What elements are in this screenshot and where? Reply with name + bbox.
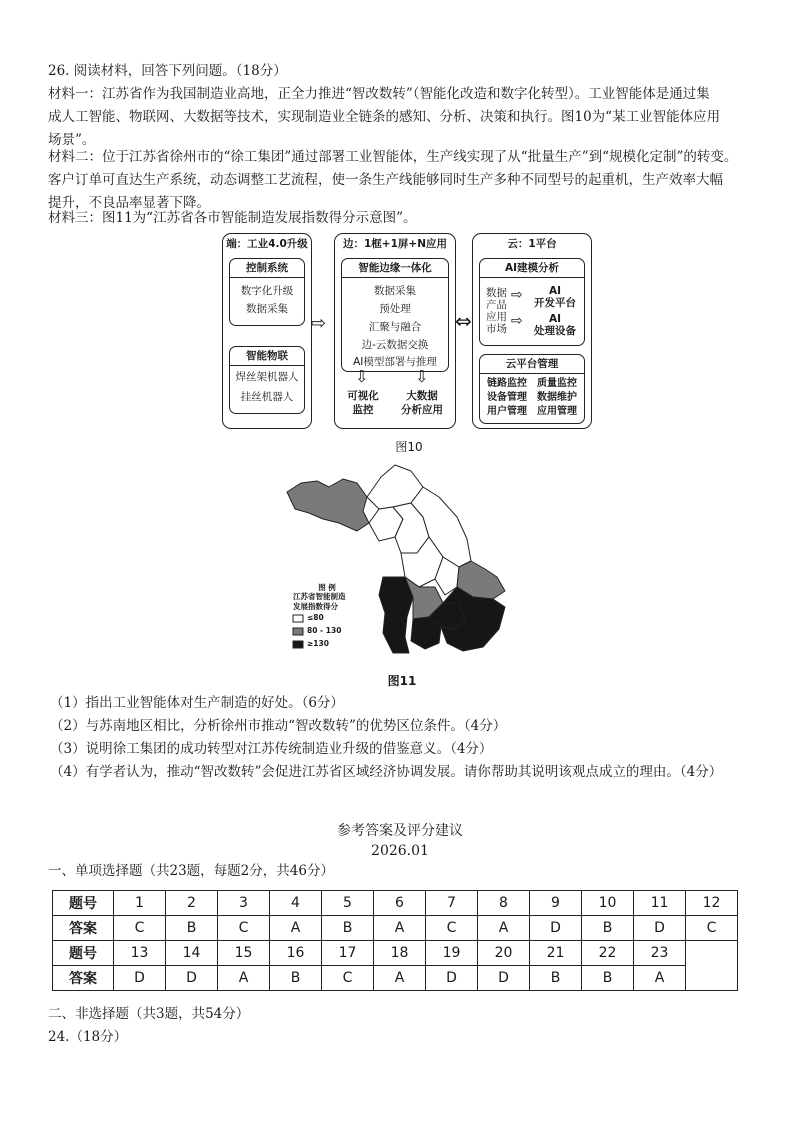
answers-title: 参考答案及评分建议 [337, 823, 463, 839]
table-row: 题号 13 14 15 16 17 18 19 20 21 22 23 [53, 941, 738, 966]
end-column [222, 233, 312, 429]
legend-label-high: ≥130 [307, 639, 329, 648]
table-row: 答案 C B C A B A C A D B D C [53, 916, 738, 941]
section-2: 二、非选择题（共3题，共54分） 24.（18分） [48, 1003, 760, 1049]
cloud-column [472, 233, 592, 429]
region-xuzhou [287, 479, 369, 531]
region-nanjing [379, 577, 413, 653]
figure-10-diagram [222, 233, 592, 433]
down-arrow-icon: ⇩ [355, 367, 369, 386]
subquestion-4: （4）有学者认为，推动“智改数转”会促进江苏省区域经济协调发展。请你帮助其说明该观点成立的理由。（4分） [50, 764, 723, 780]
question-26-title: 26. 阅读材料，回答下列问题。（18分） [48, 63, 287, 79]
jiangsu-map [283, 457, 523, 669]
arrow-icon: ⇨ [511, 287, 523, 303]
double-arrow-icon: ⇔ [455, 309, 472, 333]
figure-11-map: 图 例 江苏省智能制造 发展指数得分 ≤80 80 - 130 ≥130 [283, 457, 523, 669]
answer-table [52, 890, 738, 991]
subquestions [50, 692, 762, 784]
down-arrow-icon: ⇩ [415, 367, 429, 386]
legend-label-mid: 80 - 130 [307, 626, 342, 635]
answers-date: 2026.01 [371, 843, 429, 859]
map-legend [293, 615, 303, 648]
subquestion-3: （3）说明徐工集团的成功转型对江苏传统制造业升级的借鉴意义。（4分） [50, 741, 493, 757]
end-title: 端：工业4.0升级 [226, 238, 308, 250]
arrow-icon: ⇨ [511, 313, 523, 329]
figure-10-caption: 图10 [395, 440, 423, 454]
figure-11-caption: 图11 [387, 674, 417, 688]
subquestion-2: （2）与苏南地区相比，分析徐州市推动“智改数转”的优势区位条件。（4分） [50, 718, 507, 734]
question-24: 24.（18分） [48, 1029, 128, 1045]
arrow-end-to-edge-icon: ⇨ [311, 313, 327, 334]
section-1: 一、单项选择题（共23题，每题2分，共46分） [48, 863, 334, 879]
legend-label-low: ≤80 [307, 613, 324, 622]
legend-swatch-low [293, 615, 303, 622]
legend-swatch-high [293, 641, 303, 648]
material-3: 材料三：图11为“江苏省各市智能制造发展指数得分示意图”。 [48, 210, 417, 226]
material-1: 材料一：江苏省作为我国制造业高地，正全力推进“智改数转”（智能化改造和数字化转型）。工业智能体是通过集 成人工智能、物联网、大数据等技术，实现制造业全链条的感知、分析、决策和执行。图10为“某工业智能体应用 场景”。 [48, 86, 721, 148]
cloud-title: 云：1平台 [507, 238, 557, 250]
edge-integration-box: 智能边缘一体化 数据采集 预处理 汇聚与融合 边-云数据交换 AI模型部署与推理 [341, 258, 449, 372]
legend-swatch-mid [293, 628, 303, 635]
cloud-management-box: 云平台管理 链路监控 质量监控 设备管理 数据维护 用户管理 应用管理 [479, 354, 585, 424]
table-row: 题号 1 2 3 4 5 6 7 8 9 10 11 12 [53, 891, 738, 916]
subquestion-1: （1）指出工业智能体对生产制造的好处。（6分） [50, 695, 344, 711]
edge-column: 边：1框+1屏+N应用 智能边缘一体化 数据采集 预处理 汇聚与融合 边-云数据交换 AI模型部署与推理 ⇩ ⇩ 可视化 监控 大数据 分析应用 [334, 233, 456, 429]
empty-cell [686, 941, 738, 991]
ai-modeling-box: AI建模分析 数据 产品 应用 市场 ⇨ ⇨ AI 开发平台 AI 处理设备 [479, 258, 585, 346]
question-header [48, 60, 760, 83]
iot-box: 智能物联 焊丝架机器人 挂丝机器人 [229, 346, 305, 414]
table-row: 答案 D D A B C A D D B B A [53, 966, 738, 991]
legend-title: 图 例 [318, 583, 336, 592]
control-system-box: 控制系统 数字化升级 数据采集 [229, 258, 305, 326]
edge-title: 边：1框+1屏+N应用 [343, 238, 447, 250]
material-2: 材料二：位于江苏省徐州市的“徐工集团”通过部署工业智能体，生产线实现了从“批量生产”到“规模化定制”的转变。 客户订单可直达生产系统，动态调整工艺流程，使一条生产线能够同时生产多种不同型号的起重机，生产效率大幅 提升，不良品率显著下降。 [48, 149, 738, 211]
